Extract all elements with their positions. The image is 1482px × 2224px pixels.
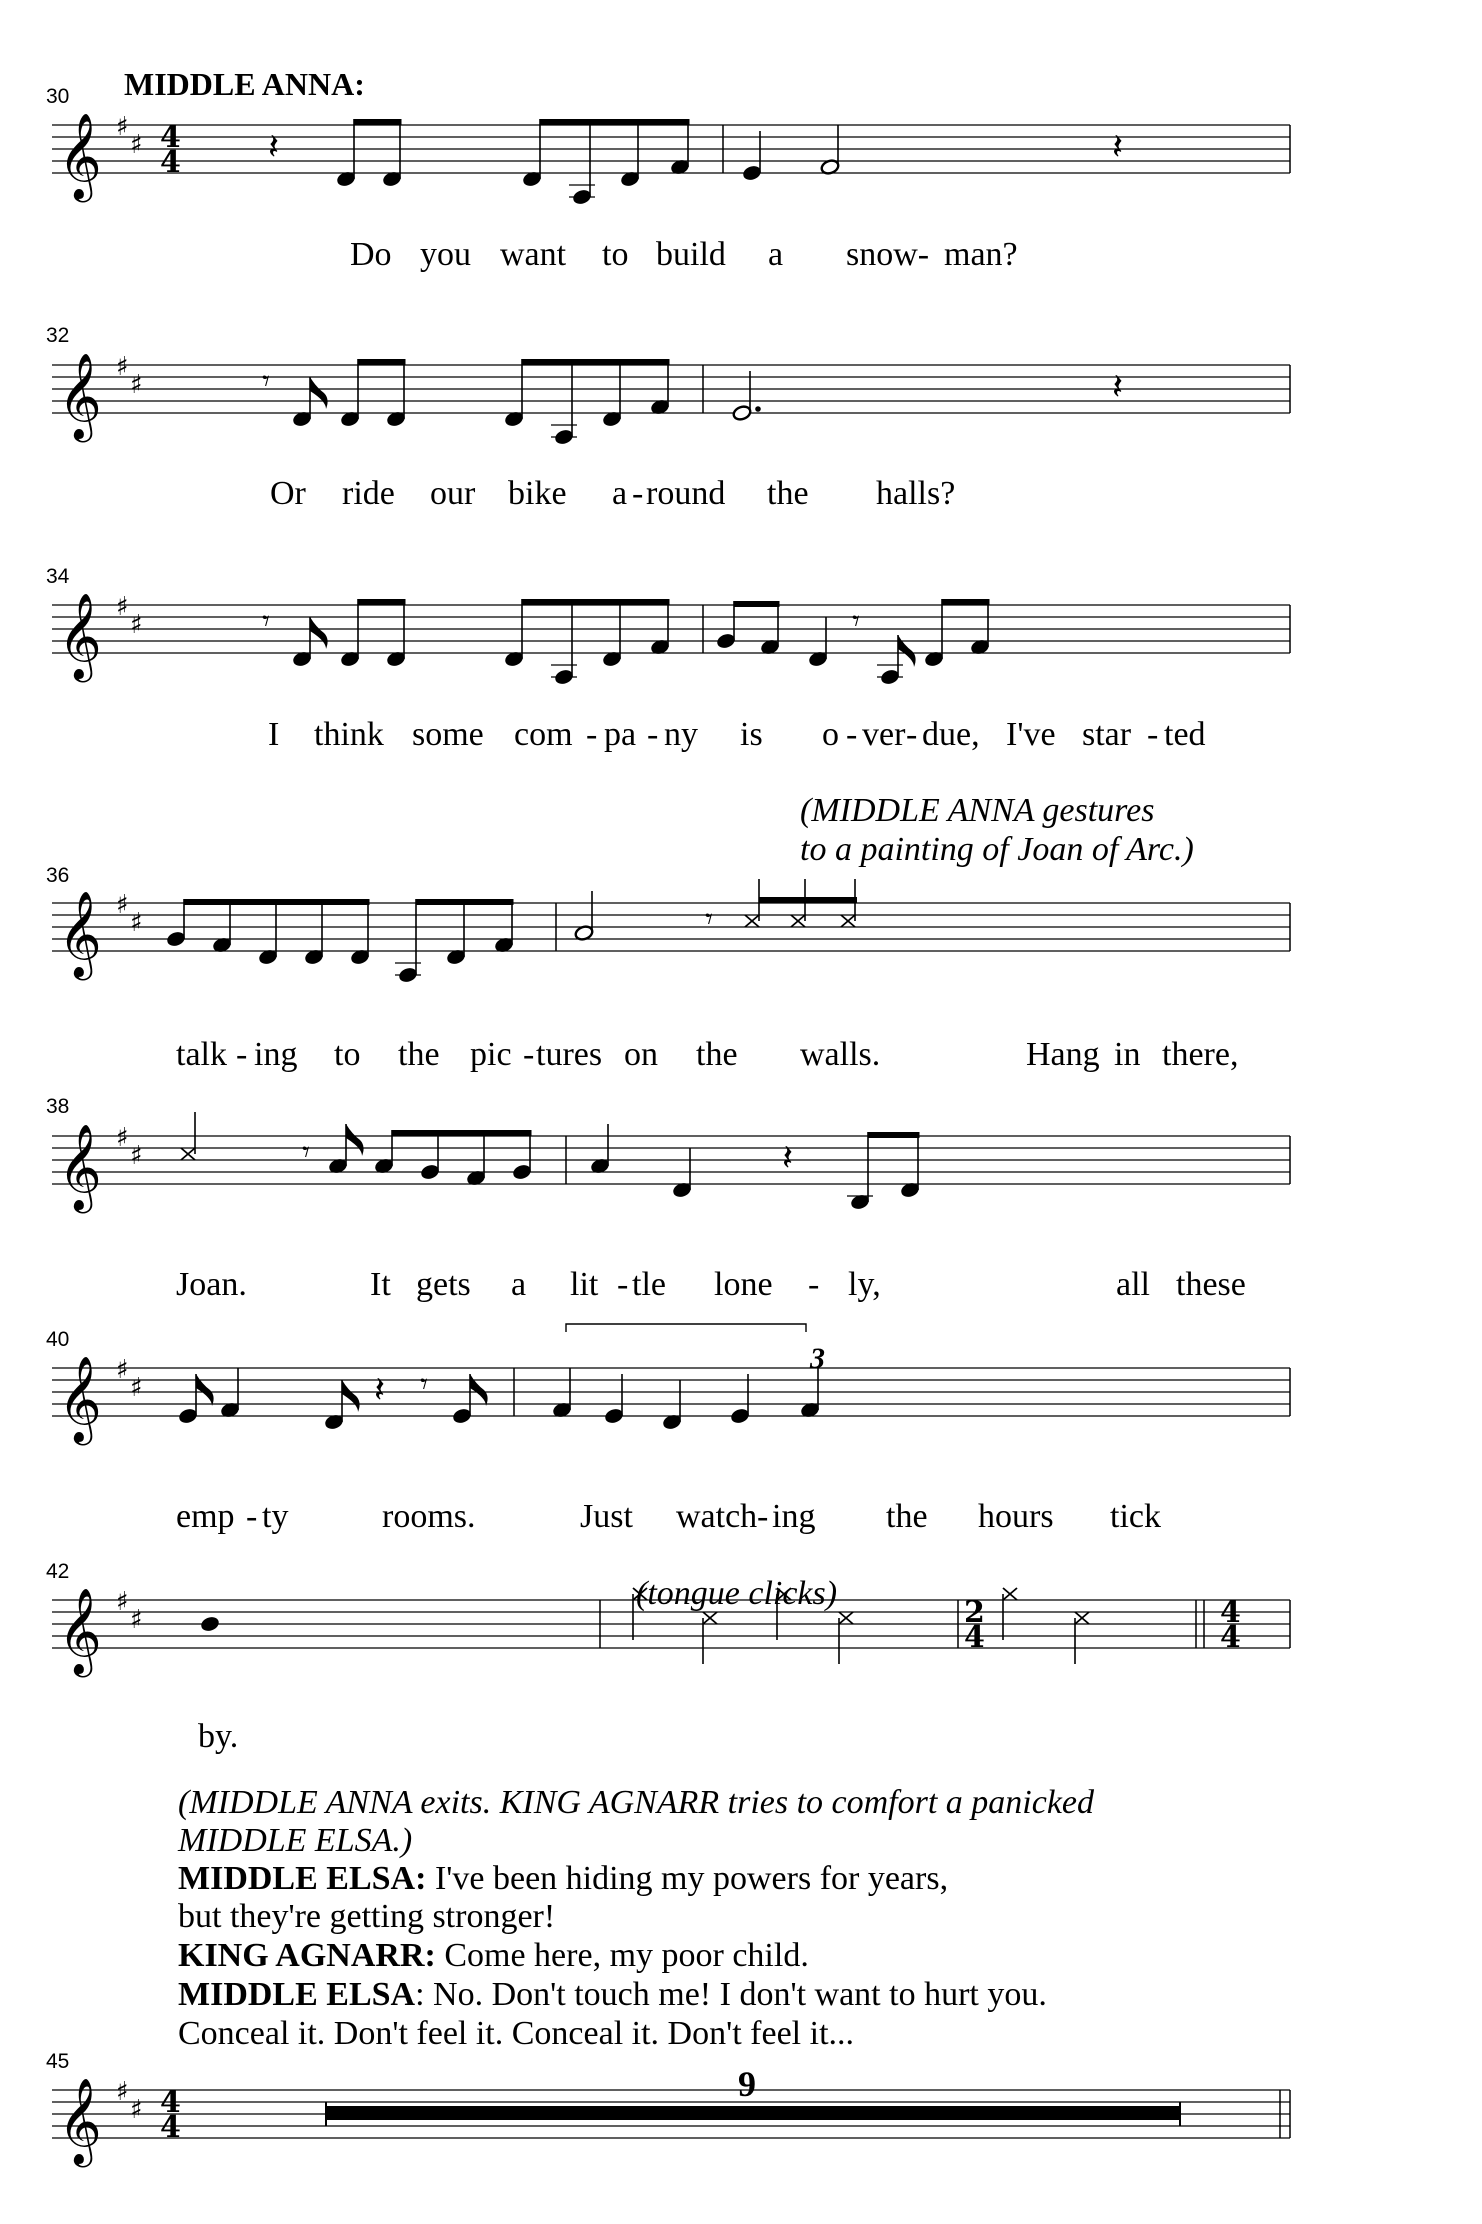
time-signature-numerator: 2 (964, 1595, 985, 1630)
eighth-rest-icon: 𝄾 (852, 604, 860, 639)
lyric: - (846, 716, 858, 753)
note-head (178, 1407, 198, 1424)
flag (342, 1380, 360, 1412)
sharp-icon: ♯ (116, 890, 129, 920)
lyric: Joan. (176, 1266, 247, 1303)
sharp-icon: ♯ (130, 1373, 143, 1403)
time-signature-denominator: 4 (964, 1620, 985, 1655)
lyric: rooms. (382, 1498, 476, 1535)
eighth-rest-icon: 𝄾 (262, 604, 270, 639)
note-head (398, 966, 418, 983)
note-head (604, 1407, 624, 1424)
eighth-rest-icon: 𝄾 (302, 1135, 310, 1170)
note-head (166, 930, 186, 947)
quarter-rest-icon: 𝄽 (1112, 127, 1124, 168)
lyric: some (412, 716, 484, 753)
treble-clef-icon: 𝄞 (58, 113, 102, 199)
sharp-icon: ♯ (116, 2077, 129, 2107)
beam (522, 359, 670, 365)
lyric: pa (604, 716, 637, 753)
stage-direction: (tongue clicks) (636, 1575, 838, 1612)
stage-direction-exit: (MIDDLE ANNA exits. KING AGNARR tries to comfort a panicked (178, 1784, 1095, 1821)
time-signature-denominator: 4 (160, 145, 181, 180)
treble-clef-icon: 𝄞 (58, 1588, 102, 1674)
lyric: lone (714, 1266, 773, 1303)
quarter-rest-icon: 𝄽 (1112, 367, 1124, 408)
lyric: - (586, 716, 598, 753)
stage-direction: (MIDDLE ANNA gestures (800, 792, 1155, 829)
lyric: Or (270, 475, 306, 512)
flag (310, 377, 328, 409)
lyric: ny (664, 716, 698, 753)
note-head (512, 1163, 532, 1180)
lyric: com (514, 716, 573, 753)
lyric: ver (862, 716, 906, 753)
lyric: by. (198, 1718, 239, 1755)
dialogue-line: MIDDLE ELSA: I've been hiding my powers for years, (178, 1860, 949, 1897)
lyric: the (767, 475, 809, 512)
treble-clef-icon: 𝄞 (58, 891, 102, 977)
lyric: the (398, 1036, 440, 1073)
lyric: the (886, 1498, 928, 1535)
triplet-bracket (566, 1324, 806, 1332)
note-head (742, 164, 762, 181)
quarter-rest-icon: 𝄽 (782, 1138, 794, 1179)
lyric: all (1116, 1266, 1150, 1303)
sharp-icon: ♯ (130, 908, 143, 938)
lyric: lit (570, 1266, 599, 1303)
sharp-icon: ♯ (116, 1355, 129, 1385)
measure-number-36: 36 (46, 864, 70, 887)
lyric: hours (978, 1498, 1054, 1535)
measure-number-38: 38 (46, 1095, 70, 1118)
sharp-icon: ♯ (116, 592, 129, 622)
speaker-name: MIDDLE ELSA (178, 1976, 416, 2013)
sharp-icon: ♯ (130, 370, 143, 400)
lyric: ted (1164, 716, 1206, 753)
flag (898, 635, 916, 667)
measure-number-40: 40 (46, 1328, 70, 1351)
lyric: - (1147, 716, 1159, 753)
lyric: in (1114, 1036, 1141, 1073)
lyric: tle (632, 1266, 666, 1303)
treble-clef-icon: 𝄞 (58, 593, 102, 679)
lyric: - (617, 1266, 629, 1303)
lyric: walls. (800, 1036, 881, 1073)
multirest-count: 9 (738, 2064, 756, 2104)
note-head (554, 428, 574, 445)
lyric: ly, (848, 1266, 881, 1303)
lyric: Hang (1026, 1036, 1100, 1073)
flag (346, 1124, 364, 1156)
measure-number-30: 30 (46, 85, 70, 108)
note-head (452, 1407, 472, 1424)
stage-direction-exit: MIDDLE ELSA.) (178, 1822, 413, 1859)
lyric: talk (176, 1036, 227, 1073)
eighth-rest-icon: 𝄾 (262, 364, 270, 399)
quarter-rest-icon: 𝄽 (374, 1370, 386, 1411)
lyric: I've (1006, 716, 1056, 753)
note-head (730, 1407, 750, 1424)
lyric: to (334, 1036, 361, 1073)
triplet-number: 3 (810, 1342, 825, 1375)
sharp-icon: ♯ (130, 1605, 143, 1635)
beam (184, 899, 370, 905)
lyric: - (236, 1036, 248, 1073)
sharp-icon: ♯ (116, 352, 129, 382)
note-head (200, 1615, 220, 1632)
sharp-icon: ♯ (130, 1141, 143, 1171)
lyric: ride (342, 475, 395, 512)
lyric: gets (416, 1266, 471, 1303)
lyric: - (632, 475, 644, 512)
lyric: round (646, 475, 726, 512)
lyric: you (420, 236, 471, 273)
flag (196, 1374, 214, 1406)
note-head (420, 1163, 440, 1180)
measure-number-34: 34 (46, 565, 70, 588)
lyric: these (1176, 1266, 1246, 1303)
eighth-rest-icon: 𝄾 (705, 902, 713, 937)
lyric: pic (470, 1036, 512, 1073)
lyric: think (314, 716, 384, 753)
beam (942, 599, 990, 605)
dialogue-line: KING AGNARR: Come here, my poor child. (178, 1937, 809, 1974)
lyric: star (1082, 716, 1132, 753)
beam (358, 599, 406, 605)
flag (310, 617, 328, 649)
lyric: - (523, 1036, 535, 1073)
beam (392, 1130, 532, 1136)
lyric: want (500, 236, 567, 273)
lyric: tick (1110, 1498, 1161, 1535)
character-heading: MIDDLE ANNA: (124, 66, 365, 102)
lyric: Just (580, 1498, 633, 1535)
note-head (732, 404, 752, 421)
speaker-name: KING AGNARR: (178, 1937, 436, 1974)
measure-number-32: 32 (46, 324, 70, 347)
lyric: to (602, 236, 629, 273)
beam (416, 899, 514, 905)
flag (470, 1374, 488, 1406)
dialogue-line: but they're getting stronger! (178, 1898, 556, 1935)
quarter-rest-icon: 𝄽 (268, 127, 280, 168)
beam (354, 119, 402, 125)
beam (734, 601, 780, 607)
sharp-icon: ♯ (116, 112, 129, 142)
lyric: - (808, 1266, 820, 1303)
beam (540, 119, 690, 125)
time-signature-numerator: 4 (160, 2085, 181, 2120)
lyric: snow- (846, 236, 930, 273)
lyric: bike (508, 475, 567, 512)
lyric: emp (176, 1498, 235, 1535)
treble-clef-icon: 𝄞 (58, 2078, 102, 2164)
measure-number-45: 45 (46, 2050, 70, 2073)
lyric: man? (944, 236, 1018, 273)
beam (358, 359, 406, 365)
lyric: - (906, 716, 918, 753)
lyric: halls? (876, 475, 956, 512)
note-head (880, 668, 900, 685)
eighth-rest-icon: 𝄾 (420, 1367, 428, 1402)
lyric: due, (922, 716, 980, 753)
speaker-name: MIDDLE ELSA: (178, 1860, 427, 1897)
lyric: ing (772, 1498, 816, 1535)
lyric: our (430, 475, 476, 512)
lyric: on (624, 1036, 658, 1073)
time-signature-numerator: 4 (160, 120, 181, 155)
sharp-icon: ♯ (130, 130, 143, 160)
dot (755, 406, 761, 412)
sharp-icon: ♯ (116, 1123, 129, 1153)
measure-number-42: 42 (46, 1560, 70, 1583)
time-signature-denominator: 4 (1220, 1620, 1241, 1655)
beam (868, 1132, 920, 1138)
lyric: ty (262, 1498, 289, 1535)
note-head (716, 632, 736, 649)
lyric: It (370, 1266, 391, 1303)
note-head (572, 188, 592, 205)
lyric: is (740, 716, 763, 753)
dialogue-line: MIDDLE ELSA: No. Don't touch me! I don't want to hurt you. (178, 1976, 1047, 2013)
beam (522, 599, 670, 605)
treble-clef-icon: 𝄞 (58, 1356, 102, 1442)
time-signature-numerator: 4 (1220, 1595, 1241, 1630)
lyric: - (647, 716, 659, 753)
lyric: - (246, 1498, 258, 1535)
time-signature-denominator: 4 (160, 2110, 181, 2145)
lyric: a (768, 236, 784, 273)
note-head (554, 668, 574, 685)
multirest-bar (326, 2106, 1180, 2120)
lyric: the (696, 1036, 738, 1073)
lyric: ing (254, 1036, 298, 1073)
lyric: a (511, 1266, 527, 1303)
lyric: I (268, 716, 280, 753)
lyric: - (757, 1498, 769, 1535)
lyric: a (612, 475, 628, 512)
lyric: watch (676, 1498, 758, 1535)
sharp-icon: ♯ (116, 1587, 129, 1617)
treble-clef-icon: 𝄞 (58, 353, 102, 439)
sharp-icon: ♯ (130, 2095, 143, 2125)
treble-clef-icon: 𝄞 (58, 1124, 102, 1210)
stage-direction: to a painting of Joan of Arc.) (800, 831, 1194, 868)
lyric: tures (536, 1036, 603, 1073)
lyric: Do (350, 236, 392, 273)
sharp-icon: ♯ (130, 610, 143, 640)
lyric: there, (1162, 1036, 1239, 1073)
beam (759, 897, 857, 903)
lyric: o (822, 716, 839, 753)
dialogue-line: Conceal it. Don't feel it. Conceal it. Don't feel it... (178, 2015, 855, 2052)
lyric: build (656, 236, 726, 273)
